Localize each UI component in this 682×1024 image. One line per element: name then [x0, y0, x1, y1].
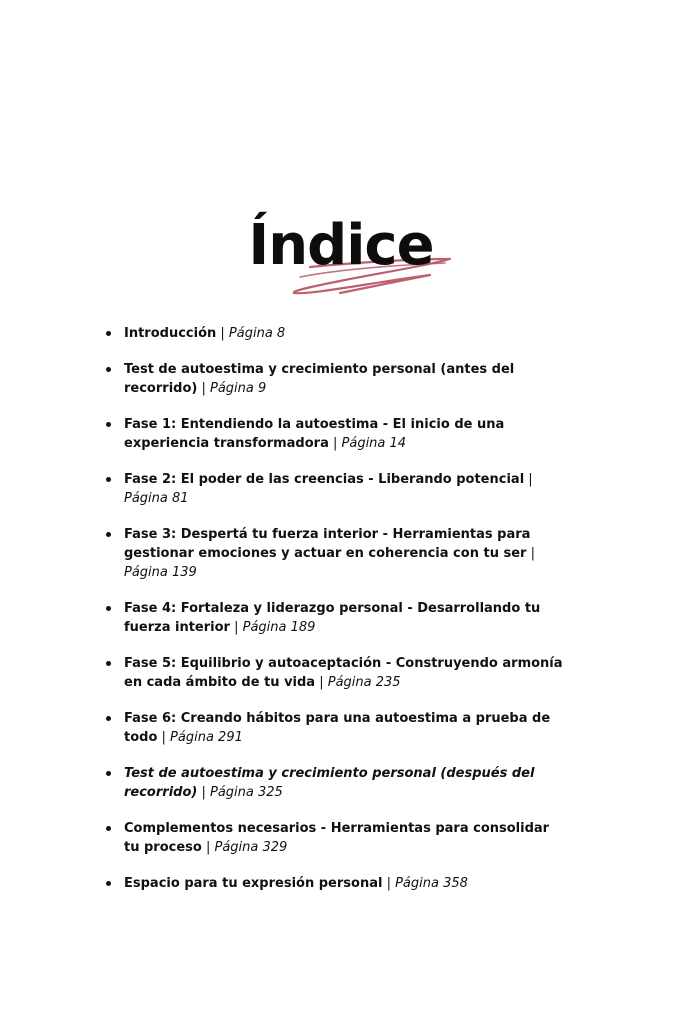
- toc-item-title: Test de autoestima y crecimiento personal (antes del recorrido): [124, 362, 515, 396]
- toc-item: [104, 470, 564, 508]
- toc-item-page: Página 235: [327, 675, 401, 690]
- toc-item-separator: |: [229, 620, 243, 635]
- toc-item: [104, 360, 564, 398]
- toc-item-title: Fase 2: El poder de las creencias - Liberando potencial: [124, 472, 525, 487]
- toc-item: [104, 819, 564, 857]
- bullet-icon: [106, 881, 111, 886]
- toc-item-title: Fase 1: Entendiendo la autoestima - El inicio de una experiencia transformadora: [124, 417, 505, 451]
- toc-item-separator: |: [201, 840, 215, 855]
- toc-item-separator: |: [157, 730, 171, 745]
- toc-item-page: Página 139: [124, 565, 197, 580]
- toc-item-separator: |: [526, 546, 535, 561]
- toc-item-page: Página 325: [209, 785, 283, 800]
- toc-item-separator: |: [197, 381, 210, 396]
- toc-item-title: Test de autoestima y crecimiento personal (después del recorrido): [124, 766, 535, 800]
- toc-item: [104, 874, 564, 893]
- toc-item-separator: |: [216, 326, 229, 341]
- toc-item-title: Fase 4: Fortaleza y liderazgo personal - Desarrollando tu fuerza interior: [124, 601, 541, 635]
- toc-item-page: Página 358: [395, 876, 468, 891]
- toc-item-page: Página 14: [341, 436, 407, 451]
- toc-item-title: Fase 6: Creando hábitos para una autoestima a prueba de todo: [124, 711, 551, 745]
- toc-item-title: Complementos necesarios - Herramientas para consolidar tu proceso: [124, 821, 550, 855]
- toc-item: [104, 599, 564, 637]
- toc-item: [104, 525, 564, 582]
- bullet-icon: [106, 331, 111, 336]
- toc-item-separator: |: [315, 675, 328, 690]
- toc-item-title: Fase 5: Equilibrio y autoaceptación - Construyendo armonía en cada ámbito de tu vida: [124, 656, 563, 690]
- bullet-icon: [106, 367, 111, 372]
- toc-item-title: Introducción: [124, 326, 217, 341]
- bullet-icon: [106, 716, 111, 721]
- toc-item-separator: |: [328, 436, 342, 451]
- bullet-icon: [106, 826, 111, 831]
- page-title: Índice: [248, 213, 434, 278]
- toc-item: [104, 324, 564, 343]
- toc-item-separator: |: [382, 876, 396, 891]
- bullet-icon: [106, 771, 111, 776]
- toc-item-page: Página 291: [170, 730, 243, 745]
- bullet-icon: [106, 477, 111, 482]
- table-of-contents: [104, 324, 564, 910]
- toc-item-title: Espacio para tu expresión personal: [124, 876, 383, 891]
- toc-item-page: Página 8: [228, 326, 286, 341]
- toc-item: [104, 654, 564, 692]
- bullet-icon: [106, 422, 111, 427]
- bullet-icon: [106, 606, 111, 611]
- toc-item-separator: |: [524, 472, 533, 487]
- toc-item-page: Página 189: [242, 620, 316, 635]
- toc-item-page: Página 81: [124, 491, 189, 506]
- bullet-icon: [106, 532, 111, 537]
- heading-block: [0, 205, 682, 305]
- bullet-icon: [106, 661, 111, 666]
- toc-item-page: Página 9: [209, 381, 267, 396]
- toc-item: [104, 415, 564, 453]
- toc-item-page: Página 329: [214, 840, 288, 855]
- toc-item: [104, 764, 564, 802]
- toc-item: [104, 709, 564, 747]
- toc-item-title: Fase 3: Despertá tu fuerza interior - Herramientas para gestionar emociones y actuar en coherencia con tu ser: [124, 527, 531, 561]
- toc-item-separator: |: [197, 785, 210, 800]
